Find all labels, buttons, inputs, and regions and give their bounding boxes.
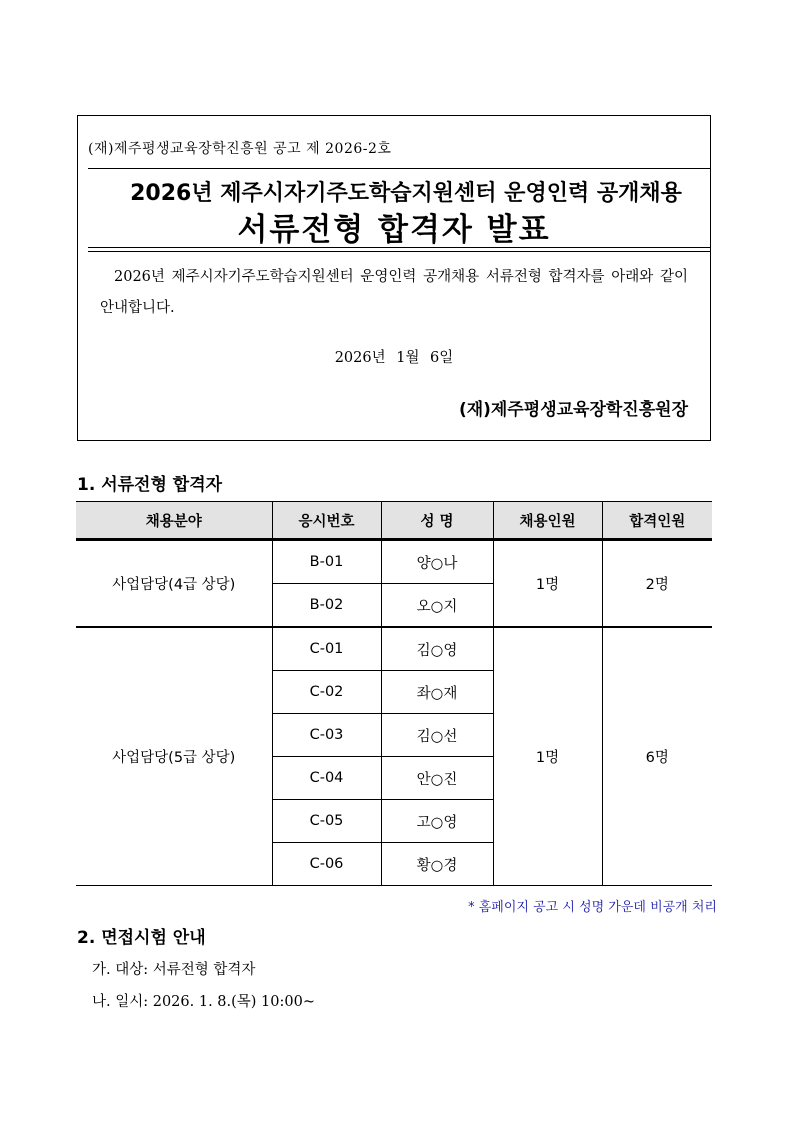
header-field: 채용분야 — [76, 502, 272, 540]
field-cell: 사업담당(5급 상당) — [76, 627, 272, 886]
notice-date: 2026년 1월 6일 — [334, 350, 454, 366]
interview-target: 가. 대상: 서류전형 합격자 — [92, 962, 256, 978]
name-cell: 오○지 — [381, 584, 493, 628]
name-cell: 안○진 — [381, 757, 493, 800]
header-passed: 합격인원 — [602, 502, 712, 540]
section1-title: 1. 서류전형 합격자 — [77, 475, 223, 495]
notice-body: 2026년 제주시자기주도학습지원센터 운영인력 공개채용 서류전형 합격자를 아래와 같이 안내합니다. — [100, 269, 688, 316]
name-cell: 양○나 — [381, 540, 493, 584]
name-cell: 고○영 — [381, 800, 493, 843]
table-row — [76, 540, 712, 584]
header-name: 성 명 — [381, 502, 493, 540]
divider — [88, 168, 710, 169]
header-hires: 채용인원 — [493, 502, 602, 540]
notice-title-line2: 서류전형 합격자 발표 — [237, 212, 551, 248]
header-applicant-number: 응시번호 — [272, 502, 381, 540]
double-divider — [88, 247, 710, 252]
table-footnote: * 홈페이지 공고 시 성명 가운데 비공개 처리 — [468, 900, 717, 915]
applicant-number-cell: C-01 — [272, 627, 381, 671]
notice-title-line1: 2026년 제주시자기주도학습지원센터 운영인력 공개채용 — [130, 181, 682, 206]
notice-issuer: (재)제주평생교육장학진흥원장 — [458, 400, 688, 420]
table-row — [76, 627, 712, 671]
applicant-number-cell: C-04 — [272, 757, 381, 800]
section2-title: 2. 면접시험 안내 — [77, 928, 206, 948]
name-cell: 좌○재 — [381, 671, 493, 714]
name-cell: 김○영 — [381, 627, 493, 671]
passed-cell: 2명 — [602, 540, 712, 628]
name-cell: 황○경 — [381, 843, 493, 886]
table-header-row — [76, 502, 712, 540]
notice-box — [77, 115, 711, 441]
passed-cell: 6명 — [602, 627, 712, 886]
applicant-number-cell: B-02 — [272, 584, 381, 628]
interview-datetime: 나. 일시: 2026. 1. 8.(목) 10:00~ — [92, 994, 315, 1010]
field-cell: 사업담당(4급 상당) — [76, 540, 272, 628]
notice-number: (재)제주평생교육장학진흥원 공고 제 2026-2호 — [88, 141, 392, 157]
name-cell: 김○선 — [381, 714, 493, 757]
applicant-number-cell: B-01 — [272, 540, 381, 584]
applicant-number-cell: C-05 — [272, 800, 381, 843]
applicant-number-cell: C-06 — [272, 843, 381, 886]
hires-cell: 1명 — [493, 540, 602, 628]
applicant-number-cell: C-03 — [272, 714, 381, 757]
hires-cell: 1명 — [493, 627, 602, 886]
result-table — [76, 501, 712, 886]
applicant-number-cell: C-02 — [272, 671, 381, 714]
